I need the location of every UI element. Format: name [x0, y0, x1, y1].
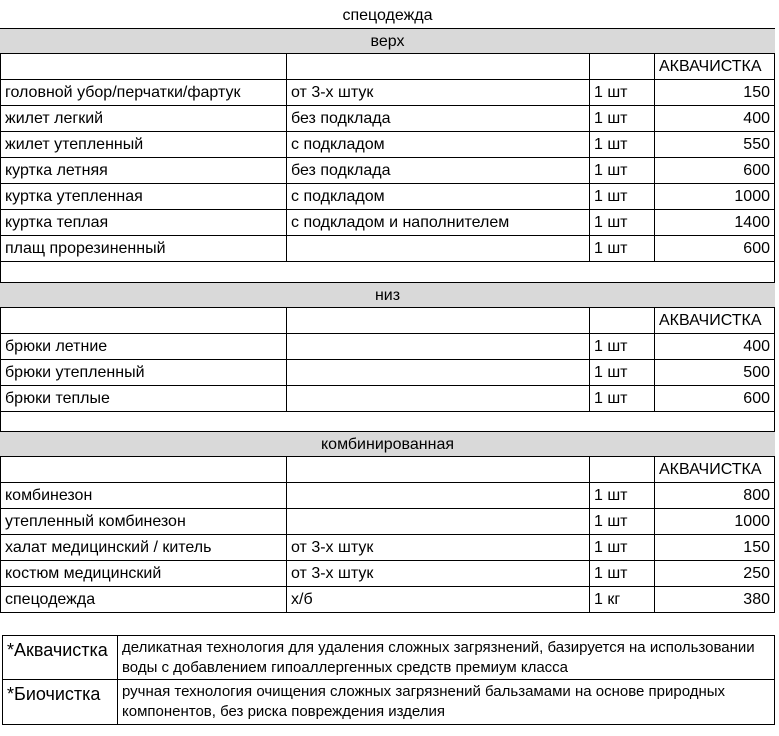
page-title: спецодежда	[342, 7, 433, 24]
item-name: брюки летние	[0, 334, 286, 360]
item-name: головной убор/перчатки/фартук	[0, 80, 286, 106]
item-unit: 1 шт	[589, 210, 654, 236]
item-unit: 1 шт	[589, 106, 654, 132]
table-row	[0, 80, 775, 106]
column-header-row	[0, 308, 775, 334]
item-unit: 1 шт	[589, 483, 654, 509]
table-row	[0, 587, 775, 613]
spacer-row	[0, 412, 775, 431]
item-unit: 1 шт	[589, 535, 654, 561]
column-header-row	[0, 54, 775, 80]
table-row	[0, 132, 775, 158]
item-name: куртка летняя	[0, 158, 286, 184]
table-row	[0, 386, 775, 412]
item-unit: 1 шт	[589, 386, 654, 412]
column-header-row	[0, 457, 775, 483]
item-price: 380	[654, 587, 775, 613]
item-unit: 1 шт	[589, 236, 654, 262]
item-note	[286, 360, 589, 386]
footnote-bioclean	[2, 679, 775, 725]
section-header: низ	[0, 282, 775, 308]
item-name: утепленный комбинезон	[0, 509, 286, 535]
item-unit: 1 шт	[589, 184, 654, 210]
item-unit: 1 шт	[589, 360, 654, 386]
item-note: от 3-х штук	[286, 561, 589, 587]
table-row	[0, 158, 775, 184]
section-header: верх	[0, 28, 775, 54]
item-unit: 1 шт	[589, 80, 654, 106]
item-price: 150	[654, 80, 775, 106]
item-note	[286, 386, 589, 412]
table-row	[0, 561, 775, 587]
table-row	[0, 106, 775, 132]
item-note: х/б	[286, 587, 589, 613]
spacer-row	[0, 613, 775, 617]
item-price: 250	[654, 561, 775, 587]
item-note: от 3-х штук	[286, 80, 589, 106]
item-unit: 1 шт	[589, 158, 654, 184]
table-row	[0, 210, 775, 236]
item-price: 600	[654, 158, 775, 184]
column-header-aquaclean: АКВАЧИСТКА	[654, 54, 775, 80]
item-note	[286, 334, 589, 360]
empty-cell	[286, 457, 589, 483]
item-note: от 3-х штук	[286, 535, 589, 561]
item-name: жилет легкий	[0, 106, 286, 132]
item-name: халат медицинский / китель	[0, 535, 286, 561]
empty-cell	[589, 308, 654, 334]
item-price: 1000	[654, 509, 775, 535]
footnote-term: *Аквачистка	[2, 636, 117, 679]
column-header-aquaclean: АКВАЧИСТКА	[654, 457, 775, 483]
footnote-text: деликатная технология для удаления сложных загрязнений, базируется на использовании воды с добавлением гипоаллергенных средств премиум класса	[117, 636, 775, 679]
footnote-text: ручная технология очищения сложных загрязнений бальзамами на основе природных компонентов, без риска повреждения изделия	[117, 680, 775, 724]
item-note	[286, 236, 589, 262]
footnote-aquaclean	[2, 635, 775, 679]
item-unit: 1 шт	[589, 132, 654, 158]
item-name: плащ прорезиненный	[0, 236, 286, 262]
item-name: куртка утепленная	[0, 184, 286, 210]
item-price: 800	[654, 483, 775, 509]
footnote-term: *Биочистка	[2, 680, 117, 724]
item-note: без подклада	[286, 106, 589, 132]
item-name: комбинезон	[0, 483, 286, 509]
item-price: 600	[654, 236, 775, 262]
item-name: брюки утепленный	[0, 360, 286, 386]
section-header: комбинированная	[0, 431, 775, 457]
item-note: с подкладом	[286, 132, 589, 158]
item-note: с подкладом	[286, 184, 589, 210]
item-price: 150	[654, 535, 775, 561]
item-name: спецодежда	[0, 587, 286, 613]
table-row	[0, 360, 775, 386]
item-unit: 1 шт	[589, 561, 654, 587]
item-price: 1000	[654, 184, 775, 210]
empty-cell	[589, 54, 654, 80]
empty-cell	[286, 308, 589, 334]
item-name: куртка теплая	[0, 210, 286, 236]
spacer-row	[0, 262, 775, 282]
item-price: 400	[654, 106, 775, 132]
empty-cell	[589, 457, 654, 483]
item-name: жилет утепленный	[0, 132, 286, 158]
item-price: 1400	[654, 210, 775, 236]
empty-cell	[0, 457, 286, 483]
item-name: брюки теплые	[0, 386, 286, 412]
table-row	[0, 535, 775, 561]
item-name: костюм медицинский	[0, 561, 286, 587]
table-row	[0, 509, 775, 535]
table-row	[0, 334, 775, 360]
item-unit: 1 шт	[589, 509, 654, 535]
table-row	[0, 483, 775, 509]
item-note: без подклада	[286, 158, 589, 184]
item-note	[286, 509, 589, 535]
column-header-aquaclean: АКВАЧИСТКА	[654, 308, 775, 334]
item-price: 550	[654, 132, 775, 158]
item-price: 500	[654, 360, 775, 386]
item-price: 400	[654, 334, 775, 360]
item-note	[286, 483, 589, 509]
item-unit: 1 кг	[589, 587, 654, 613]
table-row	[0, 236, 775, 262]
item-unit: 1 шт	[589, 334, 654, 360]
item-note: с подкладом и наполнителем	[286, 210, 589, 236]
empty-cell	[0, 308, 286, 334]
empty-cell	[0, 54, 286, 80]
table-row	[0, 184, 775, 210]
item-price: 600	[654, 386, 775, 412]
empty-cell	[286, 54, 589, 80]
